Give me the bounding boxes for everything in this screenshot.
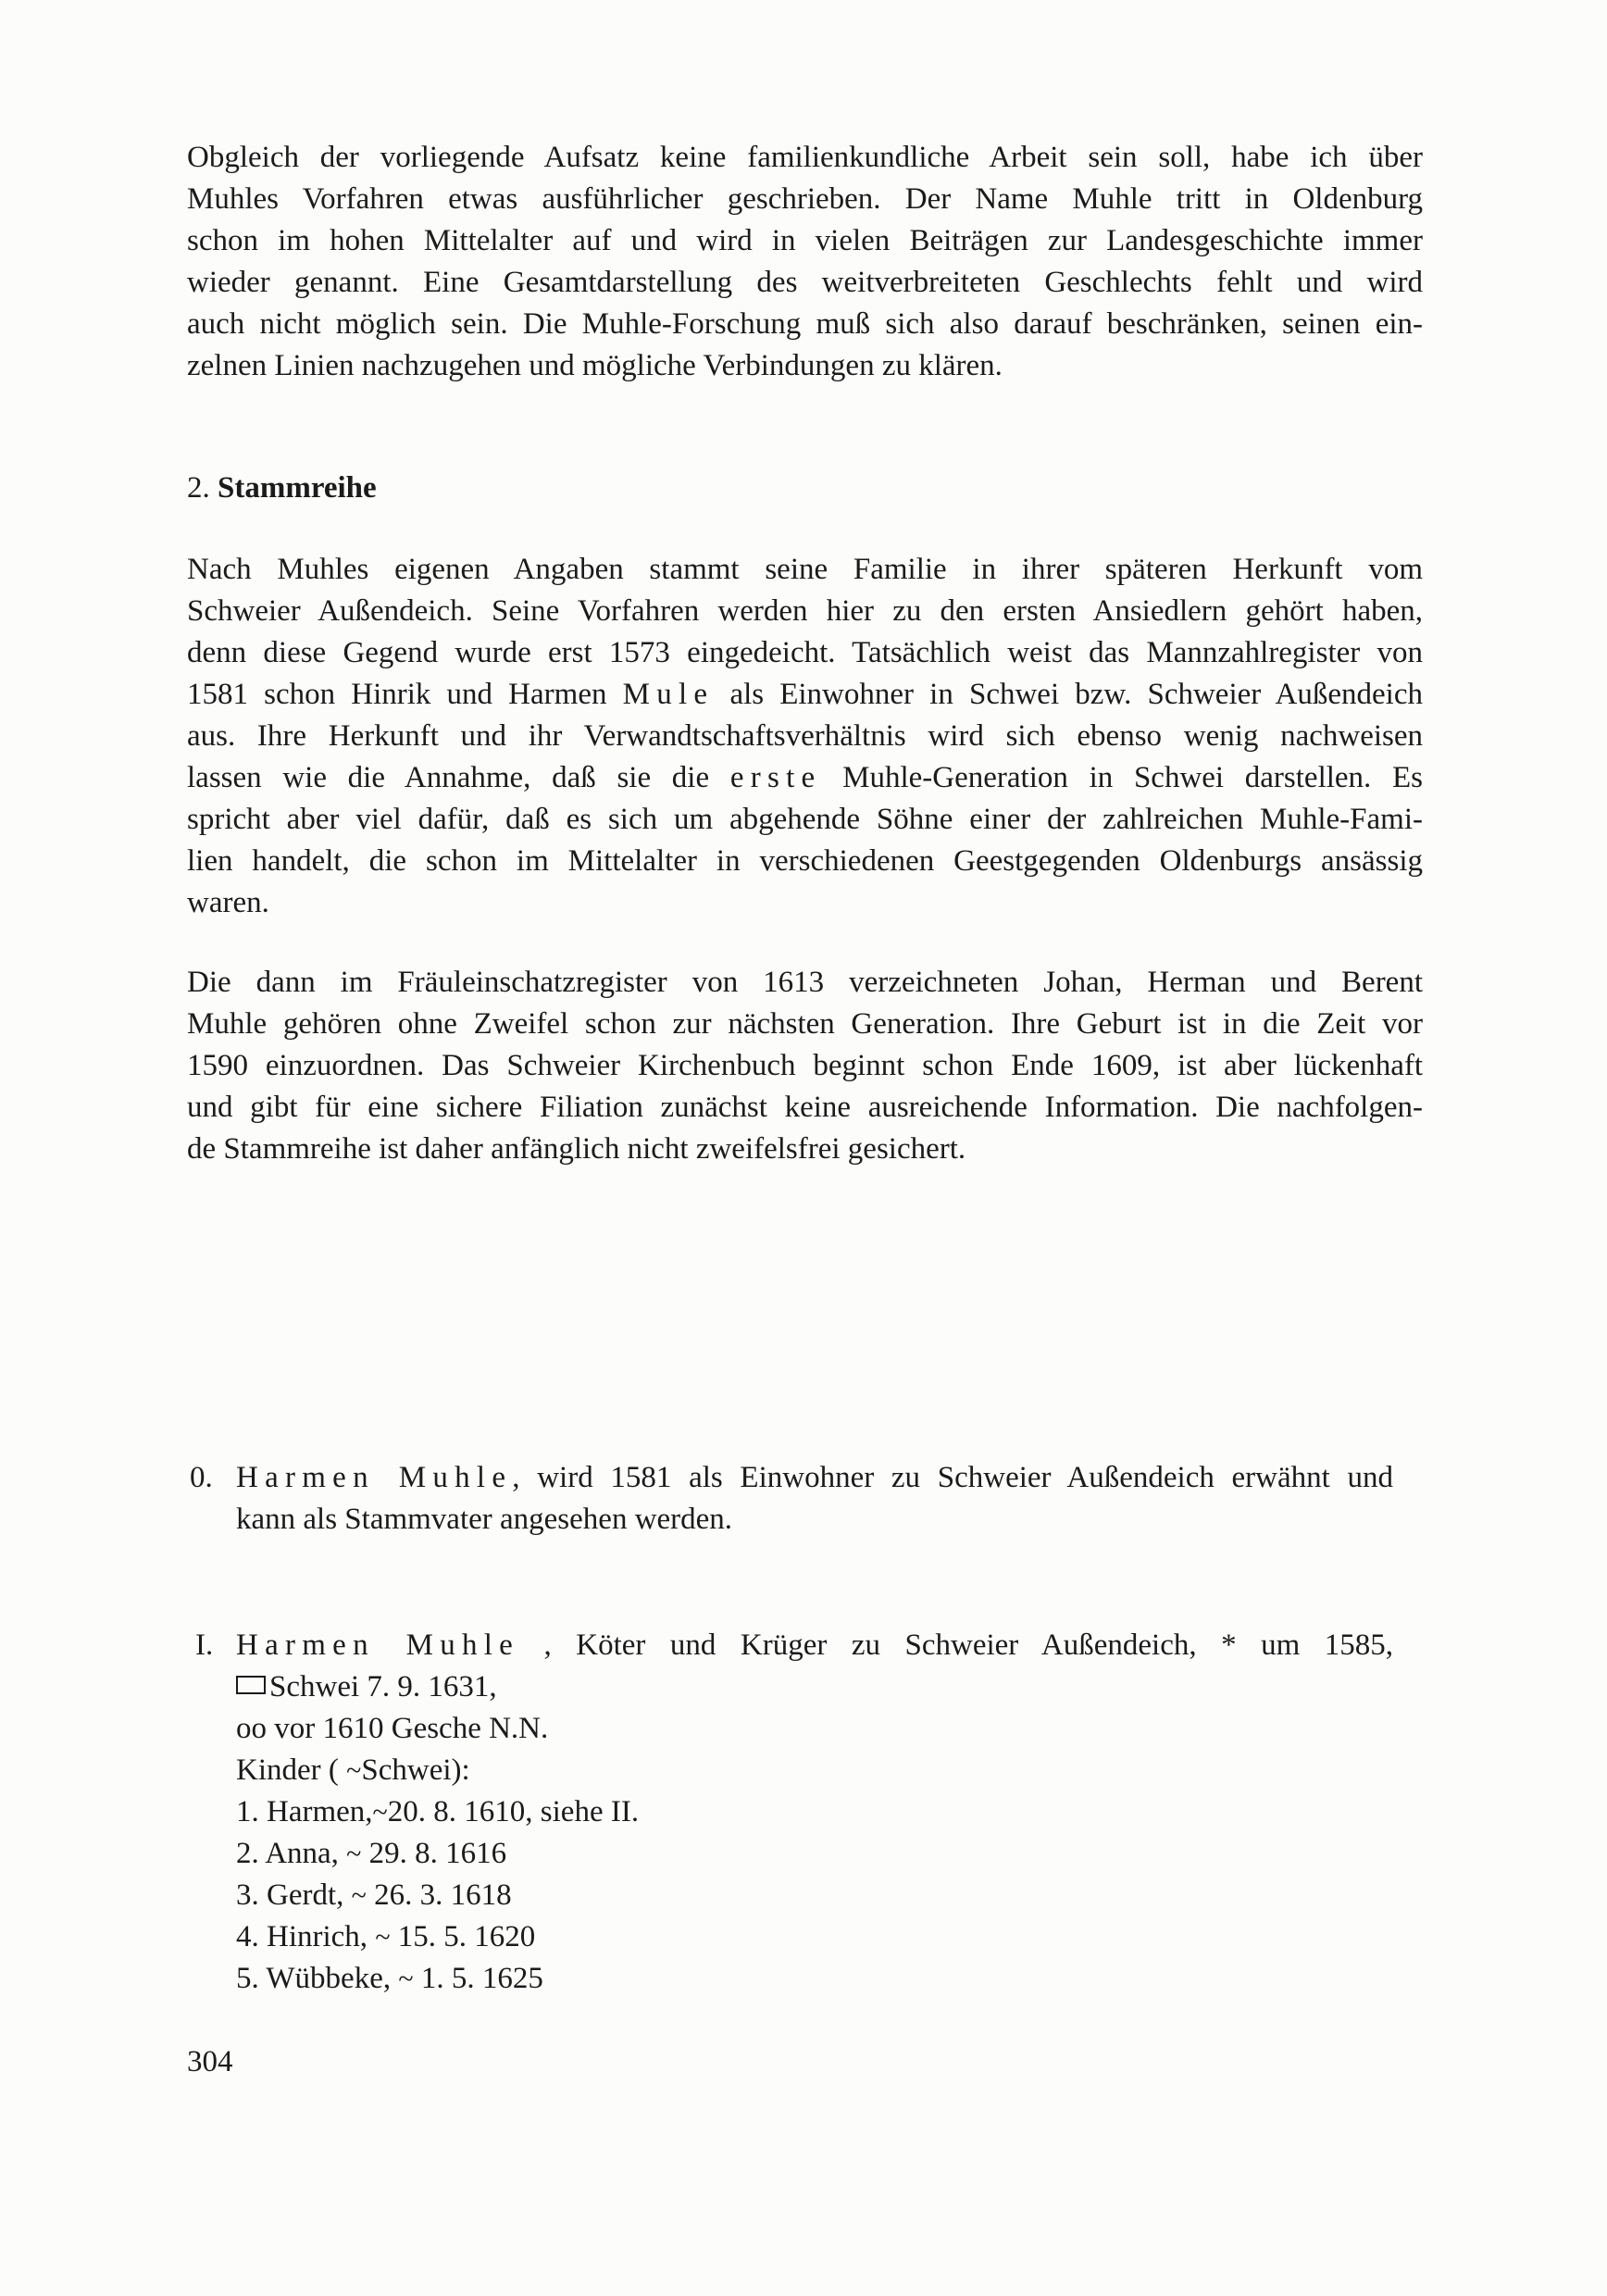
child-number: 3. xyxy=(236,1878,259,1912)
paragraph-line xyxy=(187,674,1423,716)
section-title: Stammreihe xyxy=(218,471,377,505)
paragraph-line: waren. xyxy=(187,886,269,919)
intro-line: zelnen Linien nachzugehen und mögliche Verbindungen zu klären. xyxy=(187,349,1003,382)
child-item xyxy=(236,1916,1393,1958)
child-item xyxy=(236,1791,1393,1833)
paragraph-generation xyxy=(187,962,1423,1170)
paragraph-line: aus. Ihre Herkunft und ihr Verwandtschaftsverhältnis wird sich ebenso wenig nachweisen xyxy=(187,719,1423,753)
entry-0 xyxy=(236,1457,1393,1541)
page-number: 304 xyxy=(187,2045,233,2078)
paragraph-line: de Stammreihe ist daher anfänglich nicht zweifelsfrei gesichert. xyxy=(187,1132,966,1166)
paragraph-line: denn diese Gegend wurde erst 1573 eingedeicht. Tatsächlich weist das Mannzahlregister von xyxy=(187,636,1423,669)
text-segment: 1581 schon Hinrik und Harmen xyxy=(187,678,623,711)
text-segment: als Einwohner in Schwei bzw. Schweier Außendeich xyxy=(714,678,1423,711)
baptism-icon: ~ xyxy=(375,1922,391,1953)
paragraph-line: Muhle gehören ohne Zweifel schon zur nächsten Generation. Ihre Geburt ist in die Zeit vor xyxy=(187,1007,1423,1041)
child-name: Anna, xyxy=(265,1837,339,1870)
marriage-line xyxy=(236,1708,1393,1750)
text-segment: lassen wie die Annahme, daß sie die xyxy=(187,761,730,794)
entry-1 xyxy=(236,1625,1393,2000)
child-date: 26. 3. 1618 xyxy=(366,1878,512,1912)
child-number: 2. xyxy=(236,1837,259,1870)
child-item xyxy=(236,1958,1393,2000)
section-number: 2. xyxy=(187,471,210,505)
entry-line xyxy=(236,1625,1393,1666)
burial-line xyxy=(236,1666,1393,1708)
intro-line: wieder genannt. Eine Gesamtdarstellung des weitverbreiteten Geschlechts fehlt und wird xyxy=(187,266,1423,299)
child-date: 15. 5. 1620 xyxy=(390,1920,536,1953)
paragraph-line: lien handelt, die schon im Mittelalter in verschiedenen Geestgegenden Oldenburgs ansässig xyxy=(187,844,1423,878)
intro-line: Muhles Vorfahren etwas ausführlicher geschrieben. Der Name Muhle tritt in Oldenburg xyxy=(187,182,1423,216)
baptism-icon: ~ xyxy=(372,1797,388,1828)
baptism-icon: ~ xyxy=(346,1839,362,1869)
text-segment: , Köter und Krüger zu Schweier Außendeich, * um 1585, xyxy=(519,1628,1394,1662)
text-segment: Muhle-Generation in Schwei darstellen. Es xyxy=(821,761,1424,794)
intro-paragraph xyxy=(187,137,1423,387)
text-segment: , wird 1581 als Einwohner zu Schweier Außendeich erwähnt und xyxy=(512,1461,1394,1494)
child-date: 1. 5. 1625 xyxy=(413,1962,543,1995)
paragraph-line: Die dann im Fräuleinschatzregister von 1613 verzeichneten Johan, Herman und Berent xyxy=(187,966,1423,999)
burial-text: Schwei 7. 9. 1631, xyxy=(269,1670,497,1703)
child-name: Gerdt, xyxy=(267,1878,344,1912)
child-item xyxy=(236,1875,1393,1916)
marriage-icon: oo xyxy=(236,1712,267,1745)
paragraph-line: Schweier Außendeich. Seine Vorfahren werden hier zu den ersten Ansiedlern gehört haben, xyxy=(187,594,1423,628)
paragraph-line: Nach Muhles eigenen Angaben stammt seine Familie in ihrer späteren Herkunft vom xyxy=(187,553,1423,586)
marriage-text: vor 1610 Gesche N.N. xyxy=(267,1712,549,1745)
child-number: 5. xyxy=(236,1962,259,1995)
paragraph-line xyxy=(187,757,1423,799)
burial-icon xyxy=(236,1676,266,1694)
paragraph-line: 1590 einzuordnen. Das Schweier Kirchenbuch beginnt schon Ende 1609, ist aber lückenhaft xyxy=(187,1049,1423,1082)
baptism-icon: ~ xyxy=(398,1964,414,1994)
spaced-word: erste xyxy=(729,761,822,794)
text-segment: Schwei): xyxy=(361,1753,470,1787)
intro-line: Obgleich der vorliegende Aufsatz keine familienkundliche Arbeit sein soll, habe ich über xyxy=(187,141,1423,174)
baptism-icon: ~ xyxy=(346,1755,362,1786)
child-number: 4. xyxy=(236,1920,259,1953)
person-name: Harmen Muhle xyxy=(236,1461,513,1494)
children-label xyxy=(236,1750,1393,1791)
intro-line: auch nicht möglich sein. Die Muhle-Forschung muß sich also darauf beschränken, seinen ein- xyxy=(187,307,1423,341)
child-date: 20. 8. 1610, siehe II. xyxy=(387,1795,640,1828)
paragraph-line: spricht aber viel dafür, daß es sich um abgehende Söhne einer der zahlreichen Muhle-Fami- xyxy=(187,803,1423,836)
section-heading xyxy=(187,468,377,509)
child-name: Harmen, xyxy=(267,1795,373,1828)
intro-line: schon im hohen Mittelalter auf und wird in vielen Beiträgen zur Landesgeschichte immer xyxy=(187,224,1423,257)
person-name: Harmen Muhle xyxy=(236,1628,520,1662)
baptism-icon: ~ xyxy=(351,1880,367,1911)
child-name: Wübbeke, xyxy=(266,1962,392,1995)
spaced-name: Mule xyxy=(622,678,715,711)
entry-line xyxy=(236,1457,1393,1499)
entry-line: kann als Stammvater angesehen werden. xyxy=(236,1503,733,1536)
child-name: Hinrich, xyxy=(267,1920,368,1953)
child-date: 29. 8. 1616 xyxy=(361,1837,507,1870)
child-number: 1. xyxy=(236,1795,259,1828)
text-segment: Kinder ( xyxy=(236,1753,339,1787)
entry-number: 0. xyxy=(190,1461,213,1494)
child-item xyxy=(236,1833,1393,1875)
paragraph-line: und gibt für eine sichere Filiation zunächst keine ausreichende Information. Die nachfolgen- xyxy=(187,1091,1423,1124)
entry-number: I. xyxy=(195,1628,214,1662)
paragraph-herkunft xyxy=(187,549,1423,924)
